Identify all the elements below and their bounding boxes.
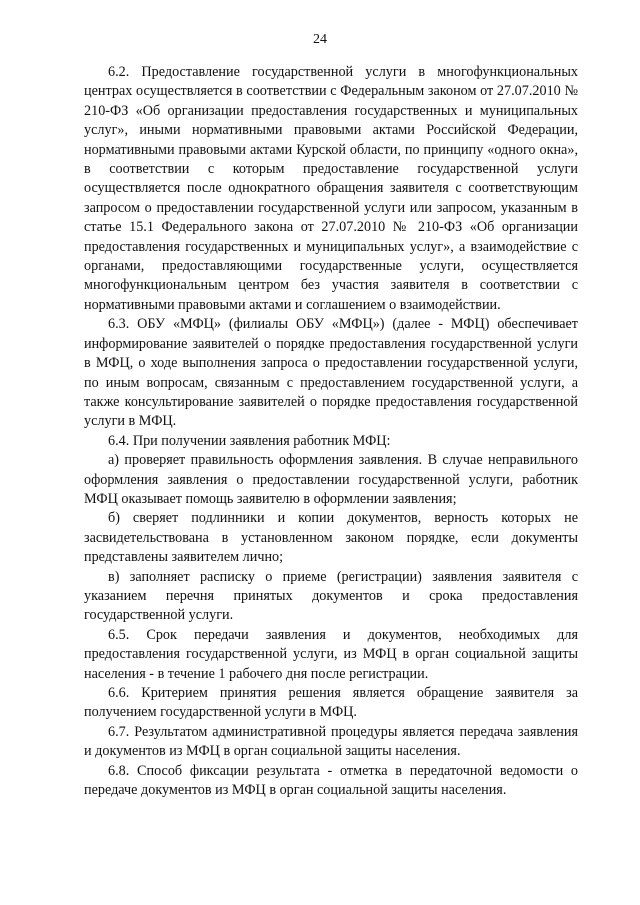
paragraph-6-4-b: б) сверяет подлинники и копии документов, верность которых не засвидетельствована в установленном законом порядке, если документы представлены заявителем лично; [84,510,578,566]
paragraph-6-2: 6.2. Предоставление государственной услуги в многофункциональных центрах осуществляется в соответствии с Федеральным законом от 27.07.2010 № 210-ФЗ «Об организации предоставления государственных и муниципальных услуг», иными нормативными правовыми актами Российской Федерации, нормативными правовыми актами Курской области, по принципу «одного окна», в соответствии с которым предоставление государственной услуги осуществляется после однократного обращения заявителя с соответствующим запросом о предоставлении государственной услуги или запросом, указанным в статье 15.1 Федерального закона от 27.07.2010 № 210-ФЗ «Об организации предоставления государственных и муниципальных услуг», а взаимодействие с органами, предоставляющими государственные услуги, осуществляется многофункциональным центром без участия заявителя в соответствии с нормативными правовыми актами и соглашением о взаимодействии. [84,64,578,313]
paragraph-6-4-a: а) проверяет правильность оформления заявления. В случае неправильного оформления заявления о предоставлении государственной услуги, работник МФЦ оказывает помощь заявителю в оформлении заявления; [84,452,578,507]
document-body [84,63,578,800]
paragraph-6-8: 6.8. Способ фиксации результата - отметка в передаточной ведомости о передаче документов из МФЦ в орган социальной защиты населения. [84,762,578,799]
paragraph-6-5: 6.5. Срок передачи заявления и документов, необходимых для предоставления государственной услуги, из МФЦ в орган социальной защиты населения - в течение 1 рабочего дня после регистрации. [84,626,578,682]
paragraph-6-3: 6.3. ОБУ «МФЦ» (филиалы ОБУ «МФЦ») (далее - МФЦ) обеспечивает информирование заявителей о порядке предоставления государственной услуги в МФЦ, о ходе выполнения запроса о предоставлении государственной услуги, по иным вопросам, связанным с предоставлением государственной услуги, а также консультирование заявителей о порядке предоставления государственной услуги в МФЦ. [84,316,578,430]
page-number: 24 [313,32,327,47]
paragraph-6-6: 6.6. Критерием принятия решения является обращение заявителя за получением государственной услуги в МФЦ. [84,685,578,721]
paragraph-6-4: 6.4. При получении заявления работник МФЦ: [108,432,391,449]
paragraph-6-4-v: в) заполняет расписку о приеме (регистрации) заявления заявителя с указанием перечня принятых документов и срока предоставления государственной услуги. [84,568,578,624]
paragraph-6-7: 6.7. Результатом административной процедуры является передача заявления и документов из МФЦ в орган социальной защиты населения. [84,723,578,760]
